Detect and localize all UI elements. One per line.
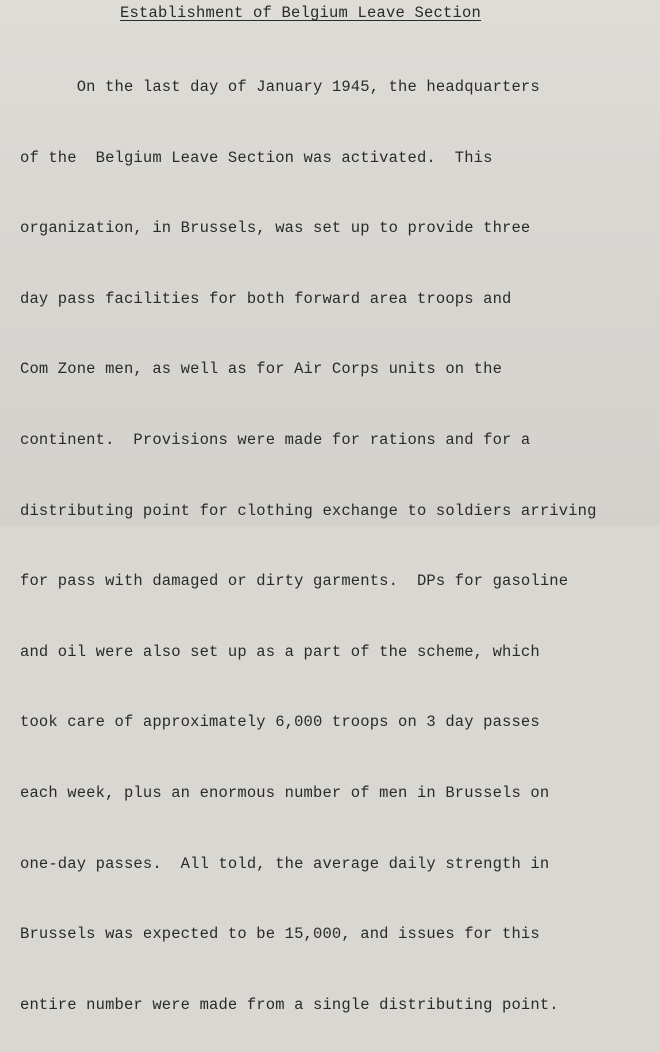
body-line: and oil were also set up as a part of the scheme, which [20,642,540,661]
body-line: one-day passes. All told, the average daily strength in [20,854,550,873]
document-body [20,36,650,1052]
body-line: continent. Provisions were made for rations and for a [20,430,531,449]
body-line: each week, plus an enormous number of men in Brussels on [20,783,550,802]
body-line: of the Belgium Leave Section was activated. This [20,148,493,167]
body-line: took care of approximately 6,000 troops on 3 day passes [20,713,540,732]
document-title: Establishment of Belgium Leave Section [120,4,482,22]
body-line: organization, in Brussels, was set up to provide three [20,219,531,238]
body-line: Com Zone men, as well as for Air Corps units on the [20,360,503,379]
body-line: entire number were made from a single distributing point. [20,995,559,1014]
body-line: distributing point for clothing exchange to soldiers arriving [20,501,597,520]
body-line: for pass with damaged or dirty garments. DPs for gasoline [20,572,569,591]
body-line: Brussels was expected to be 15,000, and issues for this [20,925,540,944]
body-line: day pass facilities for both forward area troops and [20,289,512,308]
body-line: On the last day of January 1945, the headquarters [20,78,540,96]
